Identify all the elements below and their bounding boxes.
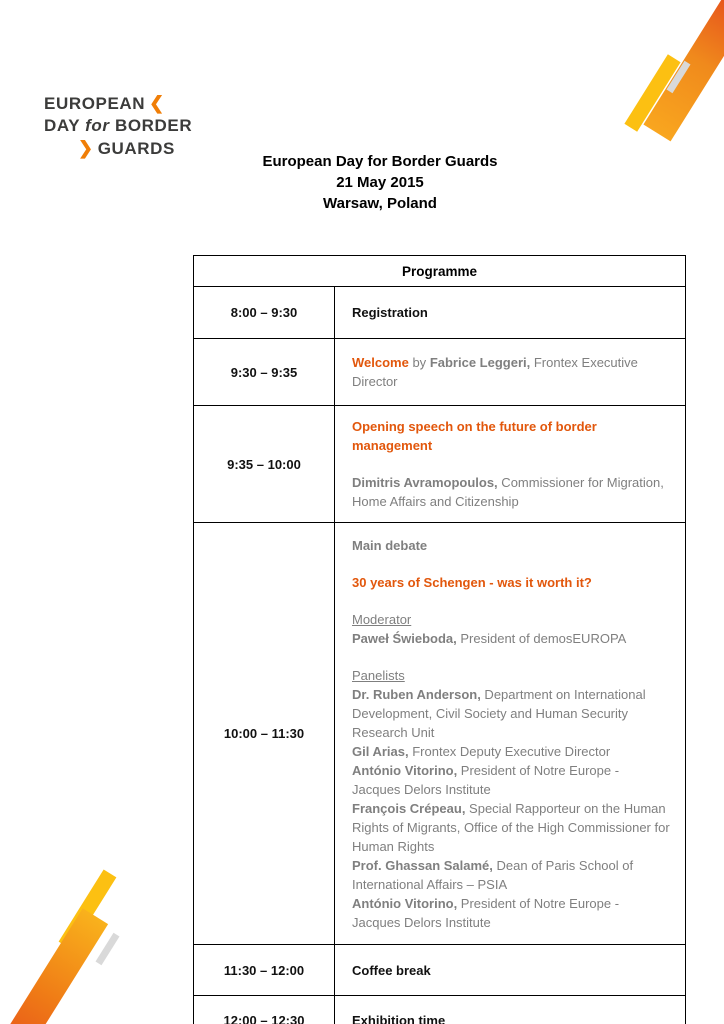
event-cell — [335, 339, 686, 406]
spacer — [352, 455, 671, 473]
event-label: Coffee break — [352, 962, 431, 978]
table-row-coffee-break — [194, 945, 686, 996]
event-heading: Opening speech on the future of border management — [352, 419, 597, 453]
table-row-welcome — [194, 339, 686, 406]
moderator-entry — [352, 629, 671, 648]
table-header-row — [194, 256, 686, 287]
time-cell: 8:00 – 9:30 — [194, 287, 335, 339]
panelist-entry — [352, 761, 671, 799]
table-row-opening-speech — [194, 406, 686, 523]
panelist-desc: President of Notre Europe - Jacques Delors Institute — [352, 895, 620, 930]
table-row-main-debate — [194, 523, 686, 945]
event-cell — [335, 945, 686, 996]
programme-table — [193, 255, 686, 1024]
time-cell: 10:00 – 11:30 — [194, 523, 335, 945]
speaker-name: Dimitris Avramopoulos, — [352, 475, 498, 490]
panelist-entry — [352, 894, 671, 932]
panelist-name: Prof. Ghassan Salamé, — [352, 857, 493, 873]
title-line-date: 21 May 2015 — [336, 174, 424, 191]
time-cell: 11:30 – 12:00 — [194, 945, 335, 996]
decor-stripe-bottom-left-yellow — [59, 869, 117, 949]
event-cell — [335, 996, 686, 1024]
decor-stripe-bottom-left-orange — [0, 908, 108, 1024]
panelist-entry — [352, 742, 671, 761]
page-title — [36, 151, 724, 214]
logo-line-2 — [44, 115, 192, 137]
debate-subtitle: Main debate — [352, 537, 428, 553]
frontex-ed4bg-logo — [44, 92, 192, 160]
moderator-label: Moderator — [352, 611, 412, 627]
event-label: Registration — [352, 305, 428, 320]
panelist-desc: Frontex Deputy Executive Director — [408, 743, 611, 759]
event-cell — [335, 523, 686, 945]
debate-title: 30 years of Schengen - was it worth it? — [352, 574, 592, 590]
event-connector: by — [408, 355, 430, 370]
time-cell: 12:00 – 12:30 — [194, 996, 335, 1024]
speaker-name: Fabrice Leggeri, — [429, 355, 531, 370]
moderator-name: Paweł Świeboda, — [352, 630, 457, 646]
panelist-entry — [352, 856, 671, 894]
programme-header: Programme — [194, 256, 686, 287]
logo-border-text: BORDER — [109, 116, 193, 135]
title-line-event: European Day for Border Guards — [262, 153, 498, 170]
event-cell — [335, 287, 686, 339]
speaker-entry — [352, 473, 671, 511]
event-heading: Welcome — [352, 355, 409, 370]
spacer — [352, 555, 671, 573]
event-label: Exhibition time — [352, 1013, 446, 1024]
panelist-name: António Vitorino, — [352, 895, 458, 911]
event-cell — [335, 406, 686, 523]
speaker-desc: Commissioner for Migration, Home Affairs and Citizenship — [352, 475, 664, 509]
moderator-desc: President of demosEUROPA — [456, 630, 627, 646]
panelist-entry — [352, 685, 671, 742]
panelist-name: Dr. Ruben Anderson, — [352, 686, 481, 702]
panelist-name: António Vitorino, — [352, 762, 458, 778]
decor-stripe-top-right-gray — [667, 61, 691, 94]
logo-for-text: for — [85, 116, 110, 135]
panelist-desc: Department on International Development, Civil Society and Human Security Research Unit — [352, 686, 646, 740]
logo-european-text: EUROPEAN — [44, 94, 146, 113]
decor-stripe-top-right-yellow — [624, 54, 680, 131]
time-cell: 9:30 – 9:35 — [194, 339, 335, 406]
panelist-desc: President of Notre Europe - Jacques Delors Institute — [352, 762, 620, 797]
panelists-label: Panelists — [352, 667, 405, 683]
logo-day-text: DAY — [44, 116, 86, 135]
table-row-exhibition — [194, 996, 686, 1024]
speaker-desc: Frontex Executive Director — [352, 355, 638, 389]
panelist-name: Gil Arias, — [352, 743, 409, 759]
logo-guards-text: GUARDS — [97, 139, 175, 158]
table-row-registration — [194, 287, 686, 339]
title-line-place: Warsaw, Poland — [323, 195, 437, 212]
panelist-desc: Dean of Paris School of International Affairs – PSIA — [352, 857, 634, 892]
decor-stripe-bottom-left-gray — [96, 933, 120, 966]
spacer — [352, 648, 671, 666]
spacer — [352, 592, 671, 610]
logo-line-1 — [44, 92, 192, 115]
panelist-entry — [352, 799, 671, 856]
chevron-right-icon: ❯ — [78, 138, 94, 158]
time-cell: 9:35 – 10:00 — [194, 406, 335, 523]
panelist-name: François Crépeau, — [352, 800, 466, 816]
decor-stripe-top-right-orange — [643, 0, 724, 141]
panelist-desc: Special Rapporteur on the Human Rights of Migrants, Office of the High Commissioner for Human Rights — [352, 800, 670, 854]
chevron-left-icon: ❮ — [149, 93, 165, 113]
